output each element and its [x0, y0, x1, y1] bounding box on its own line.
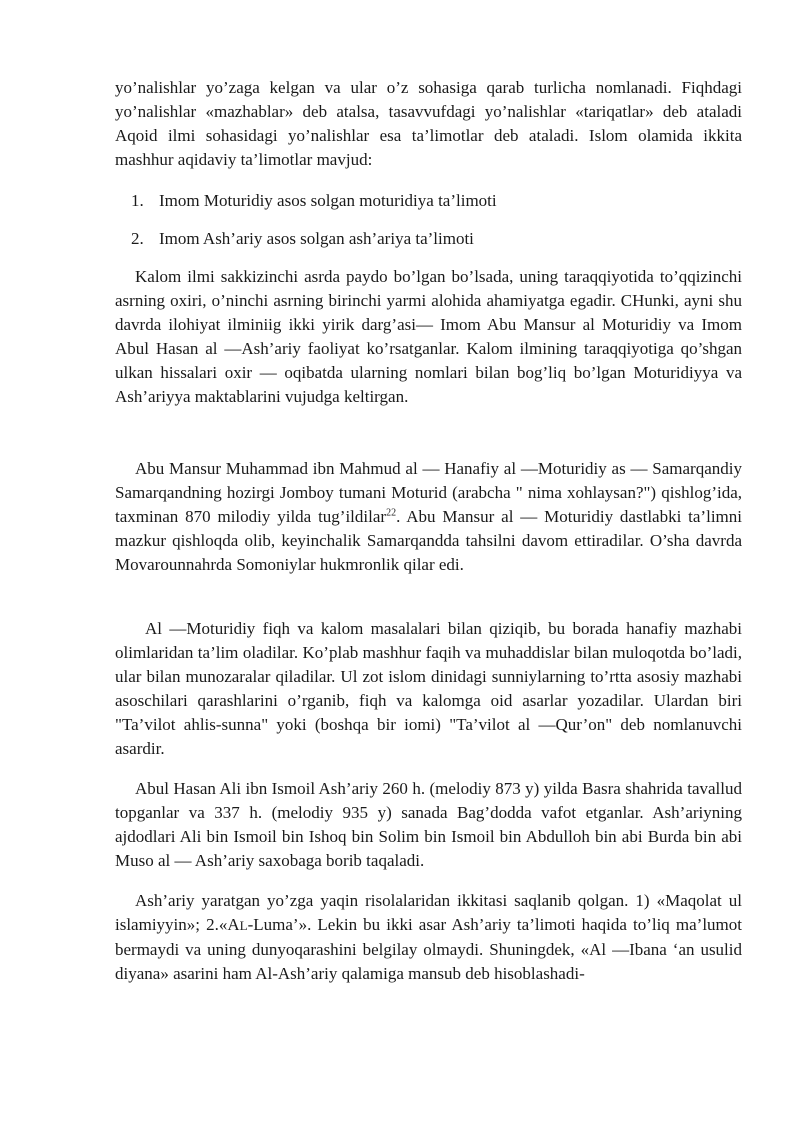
paragraph-ashariy-bio: Abul Hasan Ali ibn Ismoil Ash’ariy 260 h. (melodiy 873 y) yilda Basra shahrida tavallud topganlar va 337 h. (melodiy 935 y) sanada Bag’dodda vafot etganlar. Ash’ariyning ajdodlari Ali bin Ismoil bin Ishoq bin Solim bin Ismoil bin Abdulloh bin abi Burda bin abi Muso al — Ash’ariy saxobaga borib taqaladi.	[115, 779, 742, 870]
list-number: 1.	[131, 191, 144, 210]
paragraph-intro: yo’nalishlar yo’zaga kelgan va ular o’z sohasiga qarab turlicha nomlanadi. Fiqhdagi yo’nalishlar «mazhablar» deb atalsa, tasavvufdagi yo’nalishlar «tariqatlar» deb ataladi Aqoid ilmi sohasidagi yo’nalishlar esa ta’limotlar deb ataladi. Islom olamida ikkita mashhur aqidaviy ta’limotlar mavjud:	[115, 78, 742, 169]
paragraph-text: Ash’ariy yaratgan yo’zga yaqin risolalaridan ikkitasi saqlanib qolgan. 1) «Maqolat ul islamiyyin»; 2.«A	[115, 891, 742, 934]
paragraph-text: -Luma’». Lekin bu ikki asar Ash’ariy ta’limoti haqida to’liq ma’lumot bermaydi va uning dunyoqarashini belgilay olmaydi. Shuningdek, «Al —Ibana ‘an usulid diyana» asarini ham Al-Ash’ariy qalamiga mansub deb hisoblashadi-	[115, 914, 743, 983]
list-text: Imom Moturidiy asos solgan moturidiya ta’limoti	[159, 191, 497, 210]
paragraph-text: L	[239, 917, 248, 933]
list-number: 2.	[131, 229, 144, 248]
paragraph-ashariy-works	[115, 889, 742, 986]
paragraph-moturidiy-works: Al —Moturidiy fiqh va kalom masalalari bilan qiziqib, bu borada hanafiy mazhabi olimlaridan ta’lim oladilar. Ko’plab mashhur faqih va muhaddislar bilan muloqotda bo’ladi, ular bilan munozaralar qiladilar. Ul zot islom dinidagi sunniylarning to’rtta asosiy mazhabi asoschilari qarashlarini o’rganib, fiqh va kalomga oid asarlar yozadilar. Ulardan biri "Ta’vilot ahlis-sunna" yoki (boshqa bir iomi) "Ta’vilot al —Qur’on" deb nomlanuvchi asardir.	[115, 619, 742, 758]
list-text: Imom Ash’ariy asos solgan ash’ariya ta’limoti	[159, 229, 474, 248]
paragraph-text: . Abu Mansur al — Moturidiy dastlabki ta’limni mazkur qishloqda olib, keyinchalik Samarqandda tahsilni davom ettiradilar. O’sha davrda Movarounnahrda Somoniylar hukmronlik qilar edi.	[115, 506, 742, 574]
list-item	[131, 227, 742, 251]
paragraph-kalom: Kalom ilmi sakkizinchi asrda paydo bo’lgan bo’lsada, uning taraqqiyotida to’qqizinchi asrning oxiri, o’ninchi asrning birinchi yarmi alohida ahamiyatga egadir. CHunki, ayni shu davrda ilohiyat ilminiig ikki yirik darg’asi— Imom Abu Mansur al Moturidiy va Imom Abul Hasan al —Ash’ariy faoliyat ko’rsatganlar. Kalom ilmining taraqqiyotiga qo’shgan ulkan hissalari oxir — oqibatda ularning nomlari bilan bog’liq bo’lgan Moturidiyya va Ash’ariyya maktablarini vujudga keltirgan.	[115, 267, 742, 406]
footnote-marker[interactable]: 22	[386, 507, 397, 519]
paragraph-text: Abu Mansur Muhammad ibn Mahmud al — Hanafiy al —Moturidiy as — Samarqandiy Samarqandning hozirgi Jomboy tumani Moturid (arabcha " nima xohlaysan?") qishlog’ida, taxminan 870 milodiy yilda tug’ildilar	[115, 459, 742, 526]
paragraph-moturidiy-bio	[115, 457, 742, 577]
list-item	[131, 189, 742, 213]
